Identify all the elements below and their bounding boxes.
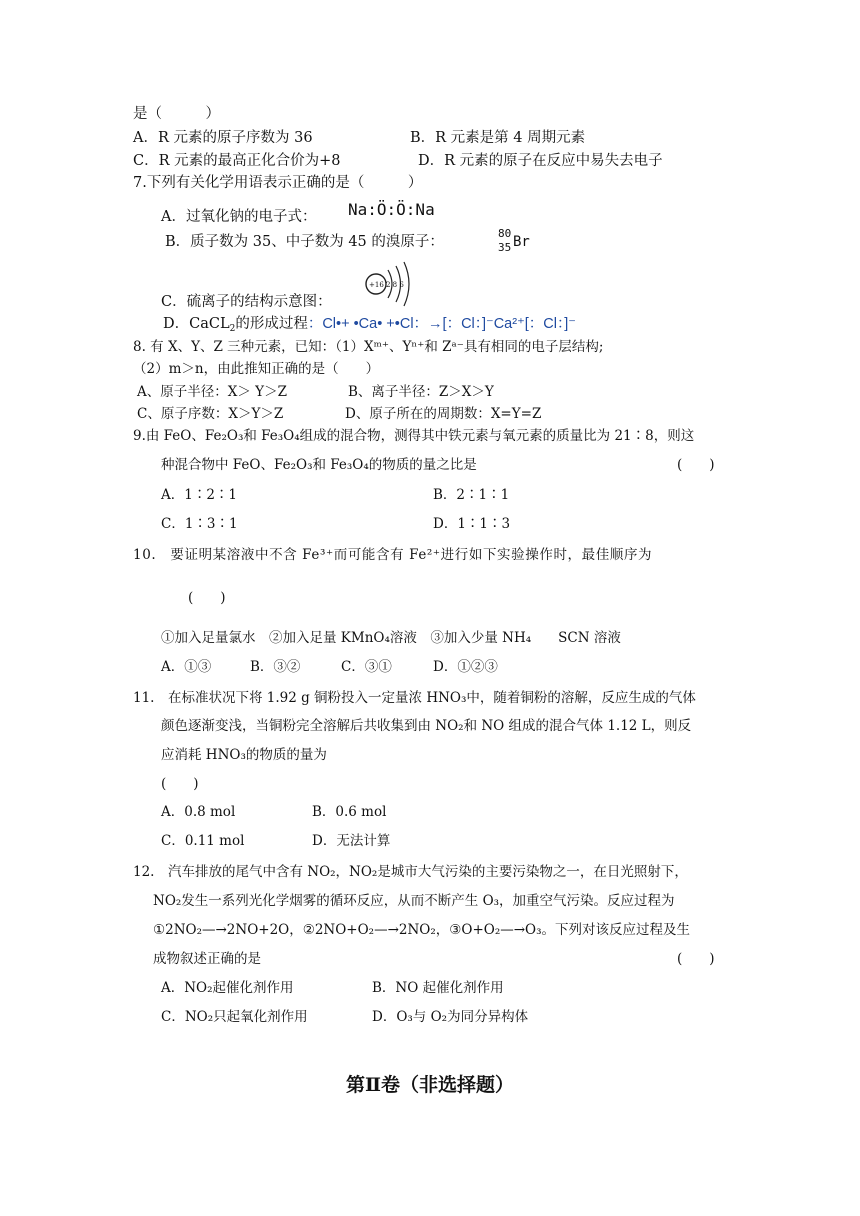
sulfur-ion-shells: 2 8 6	[386, 281, 404, 289]
section-heading: 第Ⅱ卷（非选择题）	[345, 1074, 514, 1096]
q7-option-d-text: 的形成过程	[235, 316, 308, 332]
q10-operations: ①加入足量氯水 ②加入足量 KMnO₄溶液 ③加入少量 NH₄ SCN 溶液	[161, 630, 621, 646]
q9-option-b: B．2∶1∶1	[433, 487, 510, 503]
q7-option-d-subscript: 2	[229, 324, 236, 334]
q8-option-b: B、离子半径：Z＞X＞Y	[348, 384, 494, 400]
q11-stem-line2: 颜色逐渐变浅，当铜粉完全溶解后共收集到由 NO₂和 NO 组成的混合气体 1.12 L，则反	[161, 718, 692, 734]
q9-answer-paren: ( )	[677, 457, 715, 473]
q9-stem-line2: 种混合物中 FeO、Fe₂O₃和 Fe₃O₄的物质的量之比是	[161, 457, 477, 473]
q9-stem-line1: 9.由 FeO、Fe₂O₃和 Fe₃O₄组成的混合物，测得其中铁元素与氧元素的质量比为 21∶8，则这	[133, 428, 695, 444]
q11-stem-line3: 应消耗 HNO₃的物质的量为	[161, 747, 327, 763]
q6-option-d: D．R 元素的原子在反应中易失去电子	[418, 153, 663, 169]
q10-option-b: B．③②	[250, 659, 301, 675]
q11-option-d: D．无法计算	[312, 833, 391, 849]
q7-option-d-label: D．CaCL	[163, 316, 230, 332]
q7-option-a: A．过氧化钠的电子式：	[161, 209, 317, 225]
q11-stem-line1: 11. 在标准状况下将 1.92 g 铜粉投入一定量浓 HNO₃中，随着铜粉的溶解，反应生成的气体	[133, 690, 696, 706]
q9-option-d: D．1∶1∶3	[433, 516, 511, 532]
q12-option-c: C．NO₂只起氧化剂作用	[161, 1009, 308, 1025]
q10-option-c: C．③①	[341, 659, 392, 675]
q6-option-a: A．R 元素的原子序数为 36	[133, 130, 313, 146]
question-tail: 是（ ）	[133, 106, 220, 122]
q10-stem: 10. 要证明某溶液中不含 Fe³⁺而可能含有 Fe²⁺进行如下实验操作时，最佳顺序为	[133, 547, 653, 563]
q7-option-b-mass: 80	[498, 227, 512, 240]
q7-option-a-formula: Na:Ö:Ö:Na	[348, 200, 435, 219]
q12-stem-line2: NO₂发生一系列光化学烟雾的循环反应，从而不断产生 O₃，加重空气污染。反应过程为	[153, 893, 675, 909]
q10-answer-paren: ( )	[188, 590, 226, 606]
q12-stem-line4: 成物叙述正确的是	[153, 951, 261, 967]
q7-option-b-z: 35	[498, 241, 512, 254]
q7-option-b-symbol: Br	[513, 234, 530, 250]
q7-option-d	[163, 314, 576, 339]
q8-stem-line1: 8. 有 X、Y、Z 三种元素，已知：（1）Xᵐ⁺、Yⁿ⁺和 Zᵃ⁻具有相同的电子层结构;	[133, 339, 604, 355]
q7-option-d-formula: ：Cl•+ •Ca• +•Cl：→[：Cl：]⁻Ca²⁺[：Cl：]⁻	[307, 316, 576, 332]
q8-option-c: C、原子序数：X＞Y＞Z	[137, 406, 284, 422]
sulfur-ion-nucleus: +16	[369, 281, 384, 289]
q11-option-a: A．0.8 mol	[161, 804, 236, 820]
q9-option-c: C．1∶3∶1	[161, 516, 238, 532]
q11-answer-paren: ( )	[161, 776, 199, 792]
q7-stem: 7.下列有关化学用语表示正确的是（ ）	[133, 175, 423, 191]
q10-option-d: D．①②③	[433, 659, 498, 675]
q11-option-c: C．0.11 mol	[161, 833, 245, 849]
q7-option-c: C．硫离子的结构示意图：	[161, 294, 332, 310]
q8-stem-line2: （2）m＞n，由此推知正确的是（ ）	[133, 361, 380, 377]
q7-option-b: B．质子数为 35、中子数为 45 的溴原子：	[165, 234, 444, 250]
q8-option-d: D、原子所在的周期数：X=Y=Z	[345, 406, 542, 422]
q12-option-a: A．NO₂起催化剂作用	[161, 980, 294, 996]
q11-option-b: B．0.6 mol	[312, 804, 387, 820]
q6-option-c: C．R 元素的最高正化合价为+8	[133, 153, 341, 169]
q12-option-d: D．O₃与 O₂为同分异构体	[372, 1009, 529, 1025]
q9-option-a: A．1∶2∶1	[161, 487, 238, 503]
q12-option-b: B．NO 起催化剂作用	[372, 980, 504, 996]
q8-option-a: A、原子半径：X＞ Y＞Z	[137, 384, 287, 400]
q10-option-a: A．①③	[161, 659, 212, 675]
q6-option-b: B．R 元素是第 4 周期元素	[410, 130, 586, 146]
q12-stem-line3: ①2NO₂—→2NO+2O，②2NO+O₂—→2NO₂，③O+O₂—→O₃。下列对该反应过程及生	[153, 922, 691, 938]
q12-stem-line1: 12. 汽车排放的尾气中含有 NO₂，NO₂是城市大气污染的主要污染物之一，在日光照射下，	[133, 864, 688, 880]
q12-answer-paren: ( )	[677, 951, 715, 967]
